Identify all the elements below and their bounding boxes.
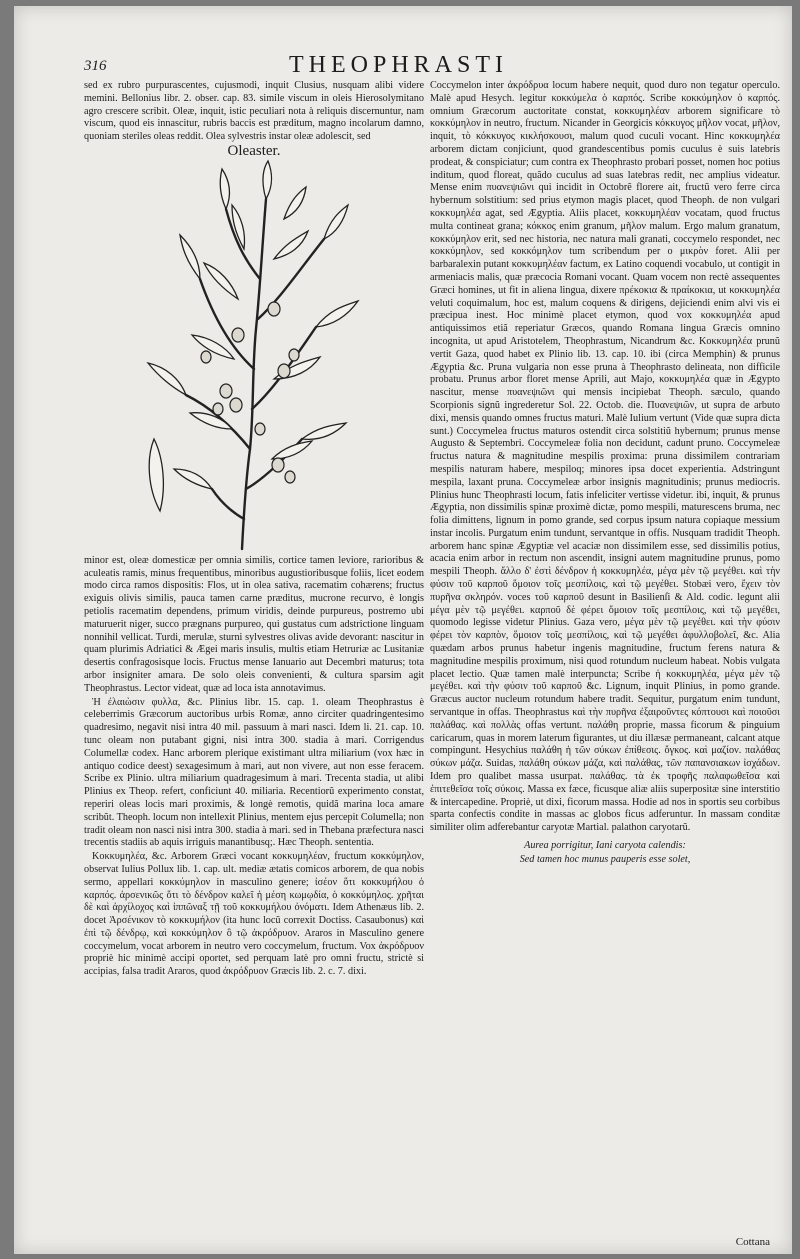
left-paragraph-4: Κοκκυμηλέα, &c. Arborem Græci vocant κοκκυμηλέαν, fructum κοκκύμηλον, observat Iulius Pollux lib. 1. cap. ult. mediæ ætatis comicos arborem, de qua nobis sermo, appellari κοκκύμηλον in masculino genere; ἰσέον ὅτι κοκκυμήλου ὁ καρπός. ἀρσενικῶς ὅτι τὸ δένδρον καλεῖ ἡ μέση κωμῳδία, ὁ κοκκύμηλος. χρῆται δὲ καὶ ἀρχίλοχος καὶ ἰππῶναξ τῇ τοῦ κοκκυμήλου ὀνόματι. Idem Athenæus lib. 2. docet Ἀρσένικον τὸ κοκκυμήλον (ita hunc locũ correxit Doctiss. Casaubonus) καὶ ἐπὶ τῷ δένδρῳ, καὶ κοκκύμηλον ὃ τῷ ἀκρόδρυον. Araros in Masculino genere coccymelum, vocat arborem in neutro vero coccymelum, fructum. Vox ἀκρόδρυον propriè hic minimè accipi oportet, sed perquam latè pro omni fructu, strictè si accipias, falsa tradit Araros, quod ἀκρόδρυον Græcis lib. 2. c. 7. dixi. — [84, 851, 424, 978]
right-paragraph-1: Coccymelon inter ἀκρόδρυα locum habere nequit, quod duro non tegatur operculo. Malè apud Hesych. legitur κοκκύμελα ὁ καρπός. Scribe κοκκύμηλον ὁ καρπός. omnium Græcorum auctoritate constat, κοκκυμηλέαν arborem significare τὸ κοκκύμηλον in neutro, fructum. Nicander in Georgicis κόκκυγος μῆλον vocat, μῆλον, inquit, τὸ κόκκυγος κικλήσκουσι, malum quod cuculi vocant. Hinc κοκκυμηλέα arborem dictam conjiciunt, quod grandescentibus pomis cuculus è suis latebris prodeat, & conspiciatur; cum contra ex Theophrasto probari posset, nomen hoc potius inditum, quod floreat, quãdo cuculus ad suas latebras redit, nec amplius videatur. Mense enim πυανεψιῶνι qui incidit in Octobrẽ florere ait, fructũ vero ferre circa hybernum solstitium: sed prius etymon magis placet, quod Theoph. de non vulgari κοκκυμηλέα agat, sed Ægyptia. Aliis placet, κοκκυμηλέαν vocatam, quod fructus multa contineat grana; κόκκος enim granum, μῆλον malum. Ergo malum granatum, κοκκύμηλον erit, sed nec historia, nec natura mali granati, coccymelo respondet, nec κοκκύμηλον, sed κοκκόμηλον tum scribendum per ο μικρὸν foret. Alii per barbaralexin putant κοκκυμηλέαν factum, ex Latino coquendi vocabulo, ut contigit in armeniacis malis, quæ præcocia Romani vocant. Quam vocem non rectè assequentes Græci homines, ut fit in aliena lingua, dixere πρέκοκια & πραίκοκια, ut κοκκυμηλέα veluti coquimalum, hoc est, malum coquens & dirigens, dejiciendi enim alvi vis ei præcipua inest. Hoc minimè placet etymon, quod vox κοκκυμηλέα apud antiquissimos etiã reperiatur Græcos, quando Romana lingua Græcis omnino incognita, ut apud Aristotelem, Theophrastum, Nicandrum &c. Κοκκυμηλέα prunũ vertit Gaza, quod habet ex Plinio lib. 13. cap. 10. ibi (circa Memphin) & prunus Ægyptia &c. Pruna vulgaria non esse pruna à Theophrasto delineata, non difficile probatu. Prunus arbor floret mense Aprili, aut Majo, κοκκυμηλέα quæ in Ægypto nascitur, mense πυανεψιῶνι qui mensis incipiebat Theoph. sæculo, quando Scorpionis signũ ingrederetur Sol. 22. Octob. die. Πυανεψιῶν, ut supra de arbuto dixi, mensis quando omnes fructus maturi. Malè Iulium vertunt (Vide quæ supra dicta sunt.) Coccymelea fructus maturos ostendit circa solstitiũ hybernum; prunus mense Augusto & Septembri. Coccymeleæ folia non decidunt, cadunt pruno. Coccymeleæ fructus natura & magnitudine mespilis proxima: pruna dissimilem contrariam mespilis naturam habere, mespiloq; minores ipsa docet experientia. Adstringunt mespila, laxant pruna. Coccymeleæ arbor insignis magnitudinis; prunus mediocris. Plinius hunc Theophrasti locum, fatis infeliciter vertisse videtur. ibi, inquit, & prunus Ægyptia, non dissimilis spinæ proximè dictæ, pomo mespili, maturescens bruma, nec folia dimittens, lignum in pomo grande, sed corpus ipsum natura copiaque messium instar incolis. Purgatum enim tundunt, servantque in offis. Nusquam tradidit Theoph. arborem hanc spinæ Ægyptiæ vel acaciæ non dissimilem esse, sed dissimilis potius, acacia enim arbor in rectum non ascendit, insigni autem magnitudine prunus, pomo mespili Theoph. ἄλλο δ' ἐστὶ δένδρον ἡ κοκκυμηλέα, μέγα μὲν τῷ μεγέθει. καὶ τὴν φύσιν τοῦ καρποῦ ὅμοιον τοῖς μεσπίλοις, καὶ τῷ μεγέθει. Stobæi vero, ἔχειν τὸν πυρῆνα σκληρόν. voces τοῦ καρποῦ desunt in Basilienſi & Ald. codic. legunt alii μέγα μὲν τῷ μεγέθει. καρποῦ δὲ φέρει ὅμοιον τοῖς μεσπίλοις, καὶ τῷ μεγέθει, quomodo legisse videtur Plinius. Gaza vero, μέγα μὲν τῷ μεγέθει. καὶ τὴν φύσιν φέρει τὸν καρπὸν, ὅμοιον τοῖς μεσπίλοις, καὶ τῷ μεγέθει ἀφυλλοβολεῖ, &c. Alia quædam arbos prunus habetur ingenis magnitudine, fructum ferens natura & magnitudine mespilis proximum, nisi quod rotundum nucleum habeat. Nobis vulgata placet lectio. Quæ tamen malè interpuncta; Scribe ἡ κοκκυμηλέα, μέγα μὲν τῷ μεγέθει. καὶ τὴν φύσιν τοῦ καρποῦ &c. Lignum, inquit Plinius, in pomo grande. Græcus auctor nucleum rotundum habere tradit. Sequitur, purgatum enim tundunt, servantque in offas. Theophrastus καὶ τὴν πυρῆνα ἐξαιροῦντες κόπτουσι καὶ ποιοῦσι παλάθας. καὶ πολλὰς offas vertunt. παλάθη proprie, massa ficorum & pinguium caricarum, quas in morem laterum figurantes, ut diu illæsæ permaneant, calcant atque compingunt. Hesychius παλάθη ἡ τῶν σύκων ἐπίθεσις. ὄγκος. καὶ μαζίον. παλάθας σύκων μάζα. Suidas, παλάθη σύκων μάζα, καὶ παλάθας, τῶν παπανσιακων ἰσχάδων. Idem pro qualibet massa usurpat. παλάθας. τὰ ἐκ τροφῆς παλαφωθεῖσα καὶ ἐπιτεθεῖσα τοῖς σύκοις. Massa ex fæce, ficusque aliæ aliis superpositæ sine interstitio & intercapedine. Propriè, ut dixi, ficorum massa. Hodie ad nos in sportis seu corbibus sparta confectis condite in massas ac globos ficus adferuntur. In massam conditæ similiter olim adferebantur caryotæ Martial. palathon caryotarũ. — [430, 80, 780, 834]
oleaster-branch-illustration — [134, 159, 374, 551]
right-column — [430, 80, 780, 1252]
left-paragraph-3: Ἡ ἐλαιὼσιν φυλλα, &c. Plinius libr. 15. cap. 1. oleam Theophrastus è celeberrimis Græcorum auctoribus urbis Romæ, anno circiter quadringentesimo quadresimo, negavit nisi intra 40 mil. passuum à mari nasci. Idem li. 21. cap. 10. tunc oleam non putabant gigni, nisi intra 300. stadia à mari. Corrigendus Columellæ codex. Hanc arborem plerique existimant ultra miliarium (vox hæc in antiquo codice deest) sexagesimum à mari, aut non vivere, aut non esse feracem. Scribe ex Plinio. ultra miliarium quadragesimum à mari. Trecenta stadia, ut alibi Plinius ex Theop. refert, conficiunt 40. miliaria. Recentiorũ experimento constat, reperiri oleas locis mari proximis, & longè remotis, quidã marina loca amare scribũt. Theoph. locum non intellexit Plinius, mentem ejus percepit Columella; non tradit oleam non nasci nisi intra 300. stadia à mari. sed in Thebana præfectura nasci trecentis stadiis ab aquis irriguis manantibusq;. Hæc Theoph. sententia. — [84, 696, 424, 849]
catchword: Cottana — [735, 1236, 770, 1248]
left-paragraph-1: sed ex rubro purpurascentes, cujusmodi, inquit Clusius, nusquam alibi videre memini. Bellonius libr. 2. obser. cap. 83. simile viscum in oleis Hierosolymitano agro crescere scribit. Oleæ, inquit, istic peculiari nota à reliquis discernuntur, nam viscum, quod eis innascitur, rubris baccis est præditum, magno incolarum damno, quoniam steriles oleas reddit. Olea sylvestris instar oleæ adolescit, sed — [84, 80, 424, 143]
verse-line-2: Sed tamen hoc munus pauperis esse solet, — [519, 854, 691, 866]
running-title: THEOPHRASTI — [289, 52, 509, 78]
page-header — [84, 52, 784, 82]
martial-verse — [430, 839, 780, 867]
oleaster-woodcut — [84, 159, 424, 551]
left-paragraph-2: minor est, oleæ domesticæ per omnia similis, cortice tamen leviore, rarioribus & aculeatis ramis, minus frequentibus, minoribus augustioribusque foliis, licet eodem modo circa ramos dispositis: Flos, ut in olea sativa, racematim cohærens; fructus exiguis olivis similis, pauca tamen carne præditus, mucrone recurvo, è longis petiolis racematim dependens, primum viridis, deinde purpureus, postremo ubi maturuerit niger, succo prægnans purpureo, qui gustatus cum adstrictione linguam nonnihil vellicat. Turdi, merulæ, sturni sylvestres olivas avide devorant: nascitur in quam plurimis Adriatici & Ægei maris insulis, multis etiam Hetruriæ ac Lusitaniæ desertis confragosisque locis. Fructus mense Ianuario aut Decembri maturus; tota arbor insigniter amara. De solo oleis convenienti, & cultura sparsim agit Theophrastus. Lector videat, quæ ad loca ista annotavimus. — [84, 554, 424, 694]
page-number: 316 — [84, 58, 107, 74]
book-page — [14, 6, 792, 1254]
verse-line-1: Aurea porrigitur, Iani caryota calendis: — [524, 840, 686, 852]
left-column — [84, 80, 424, 1235]
figure-title: Oleaster. — [227, 142, 281, 159]
